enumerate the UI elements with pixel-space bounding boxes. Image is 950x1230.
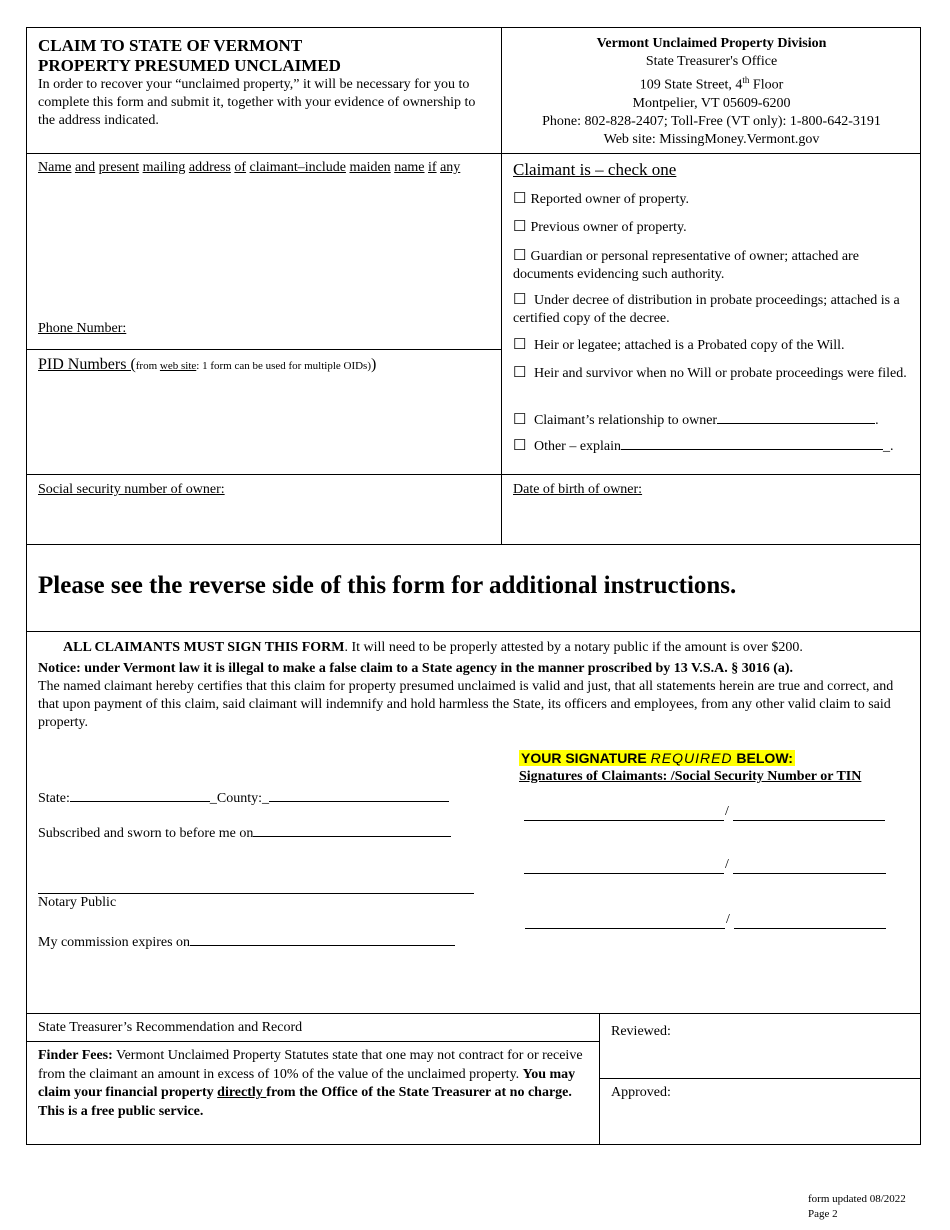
checkbox-icon[interactable]: ☐	[513, 219, 527, 235]
commission-row: My commission expires on	[38, 931, 455, 951]
divider	[26, 1013, 921, 1014]
divider	[26, 1041, 599, 1042]
notary-signature-line[interactable]	[38, 893, 474, 894]
signatures-of-claimants-label: Signatures of Claimants: /Social Security Number or TIN	[519, 769, 862, 784]
page-number: Page 2	[808, 1208, 838, 1220]
office-phone: Phone: 802-828-2407; Toll-Free (VT only): 1-800-642-3191	[542, 113, 881, 129]
form-title-line2: PROPERTY PRESUMED UNCLAIMED	[38, 56, 341, 75]
claimant-is-heading: Claimant is – check one	[513, 160, 677, 179]
option-guardian[interactable]: ☐ Guardian or personal representative of owner; attached are documents evidencing such authority.	[513, 248, 859, 282]
signature-line-1[interactable]	[524, 820, 724, 821]
checkbox-icon[interactable]: ☐	[513, 248, 527, 264]
state-field[interactable]	[70, 787, 210, 802]
slash: /	[725, 804, 729, 819]
slash: /	[726, 912, 730, 927]
form-updated-date: form updated 08/2022	[808, 1193, 906, 1205]
option-heir-survivor[interactable]: ☐ Heir and survivor when no Will or probate proceedings were filed.	[513, 365, 907, 381]
name-address-label: Name and present mailing address of claimant–include maiden name if any	[38, 160, 461, 175]
office-street: 109 State Street, 4th Floor	[639, 75, 784, 93]
subscribed-row: Subscribed and sworn to before me on	[38, 822, 451, 842]
divider	[26, 544, 921, 545]
divider	[599, 1013, 600, 1145]
false-claim-notice: Notice: under Vermont law it is illegal to make a false claim to a State agency in the manner proscribed by 13 V.S.A. § 3016 (a).	[38, 661, 794, 676]
form-intro: In order to recover your “unclaimed property,” it will be necessary for you to complete this form and submit it, together with your evidence of ownership to the address indicated.	[38, 77, 476, 128]
checkbox-icon[interactable]: ☐	[513, 292, 527, 308]
reviewed-label: Reviewed:	[611, 1024, 671, 1039]
checkbox-icon[interactable]: ☐	[513, 337, 527, 353]
owner-ssn-label: Social security number of owner:	[38, 482, 225, 497]
signature-line-3[interactable]	[525, 928, 725, 929]
other-explain-field[interactable]	[621, 435, 883, 450]
option-probate-decree[interactable]: ☐ Under decree of distribution in probate proceedings; attached is a certified copy of the decree.	[513, 292, 900, 326]
reverse-side-notice: Please see the reverse side of this form for additional instructions.	[38, 572, 737, 599]
checkbox-icon[interactable]: ☐	[513, 412, 527, 428]
divider	[26, 153, 921, 154]
option-reported-owner[interactable]: ☐ Reported owner of property.	[513, 191, 689, 207]
ssn-line-3[interactable]	[734, 928, 886, 929]
relationship-field[interactable]	[717, 409, 875, 424]
option-previous-owner[interactable]: ☐ Previous owner of property.	[513, 219, 687, 235]
recommendation-heading: State Treasurer’s Recommendation and Record	[38, 1020, 303, 1035]
office-web: Web site: MissingMoney.Vermont.gov	[603, 131, 820, 147]
ssn-line-1[interactable]	[733, 820, 885, 821]
pid-numbers-label: PID Numbers (from web site: 1 form can be used for multiple OIDs))	[38, 356, 377, 373]
certification-text: The named claimant hereby certifies that this claim for property presumed unclaimed is valid and just, that all statements herein are true and correct, and that upon payment of this claim, said claimant will indemnify and hold harmless the State, its officers and employees, from any other valid claim to said property.	[38, 679, 894, 730]
owner-dob-label: Date of birth of owner:	[513, 482, 643, 497]
form-title-line1: CLAIM TO STATE OF VERMONT	[38, 36, 303, 55]
signing-instructions	[38, 639, 910, 732]
slash: /	[725, 857, 729, 872]
option-heir-legatee[interactable]: ☐ Heir or legatee; attached is a Probated copy of the Will.	[513, 337, 845, 353]
option-relationship[interactable]: ☐ Claimant’s relationship to owner .	[513, 409, 911, 430]
footer	[808, 1192, 906, 1222]
office-address	[502, 35, 921, 149]
divider	[26, 349, 501, 350]
approved-label: Approved:	[611, 1085, 671, 1100]
office-name: Vermont Unclaimed Property Division	[596, 36, 827, 51]
all-claimants-line: ALL CLAIMANTS MUST SIGN THIS FORM. It will need to be properly attested by a notary public if the amount is over $200.	[63, 640, 803, 655]
ssn-line-2[interactable]	[733, 873, 886, 874]
checkbox-icon[interactable]: ☐	[513, 191, 527, 207]
form-title-block	[38, 36, 490, 130]
option-other[interactable]: ☐ Other – explain _.	[513, 435, 911, 456]
office-city: Montpelier, VT 05609-6200	[632, 95, 791, 111]
checkbox-icon[interactable]: ☐	[513, 365, 527, 381]
phone-number-label: Phone Number:	[38, 321, 127, 336]
signature-required-label: YOUR SIGNATURE REQUIRED BELOW:	[521, 750, 793, 766]
office-dept: State Treasurer's Office	[645, 54, 778, 69]
divider	[599, 1078, 921, 1079]
checkbox-icon[interactable]: ☐	[513, 438, 527, 454]
divider	[26, 631, 921, 632]
signature-line-2[interactable]	[524, 873, 724, 874]
notary-public-label: Notary Public	[38, 895, 117, 910]
county-field[interactable]	[269, 787, 449, 802]
state-county-row: State: _County:_	[38, 787, 449, 807]
finder-fees-text: Finder Fees: Vermont Unclaimed Property Statutes state that one may not contract for or receive from the claimant an amount in excess of 10% of the value of the unclaimed property. You may claim your financial property directly from the Office of the State Treasurer at no charge. This is a free public service.	[38, 1048, 583, 1119]
divider	[26, 474, 921, 475]
sworn-date-field[interactable]	[253, 822, 451, 837]
commission-expires-field[interactable]	[190, 931, 455, 946]
